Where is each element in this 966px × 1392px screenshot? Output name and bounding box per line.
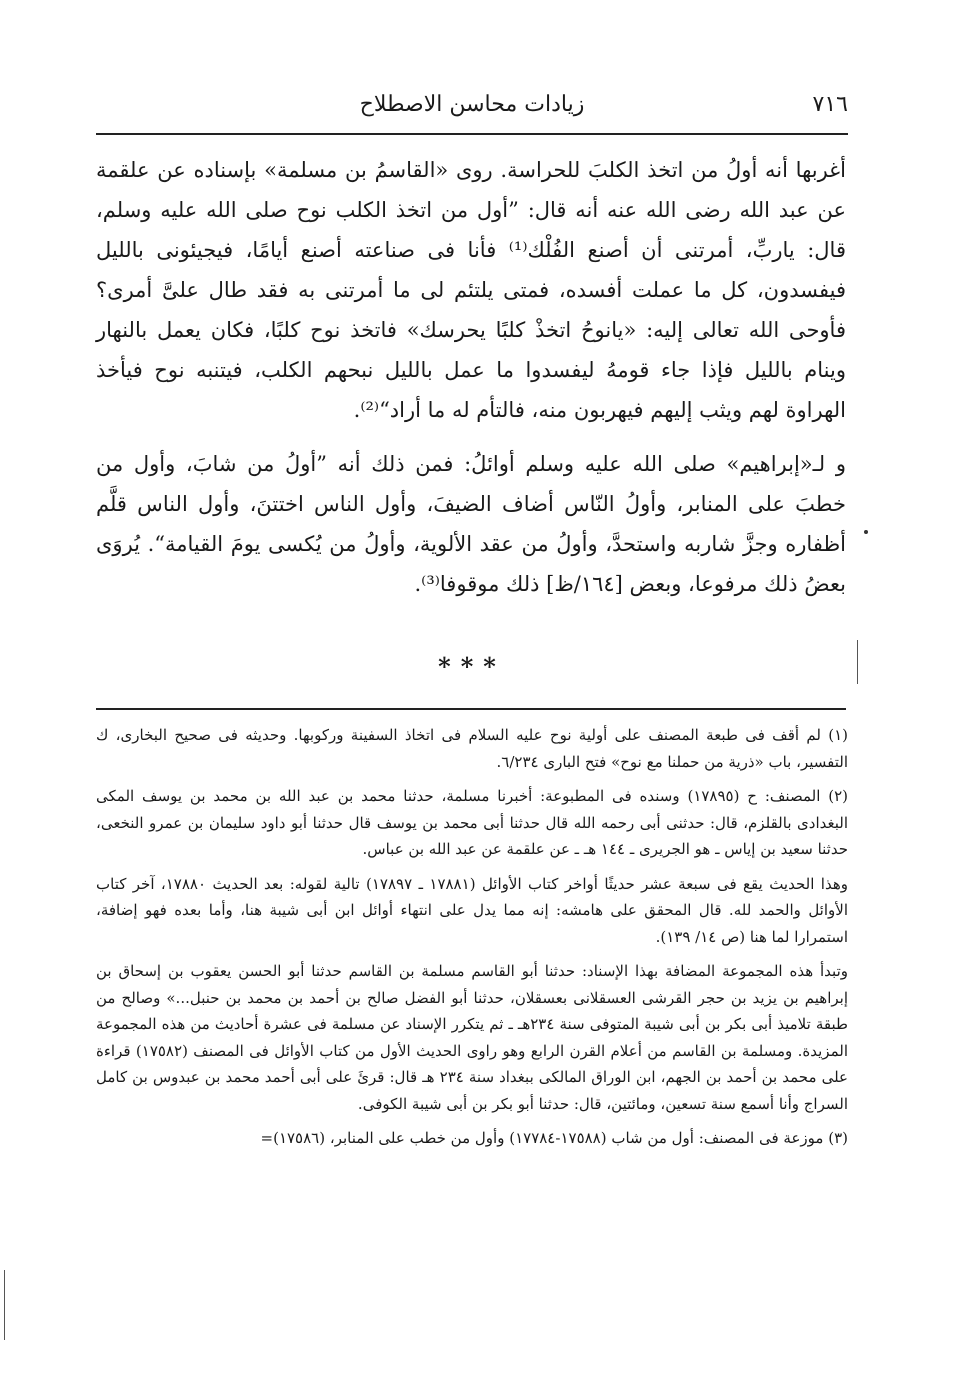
footnote-1: (١) لم أقف فى طبعة المصنف على أولية نوح عليه السلام فى اتخاذ السفينة وركوبها. وحديثه فى صحيح البخارى، ك التفسير، باب «ذرية من حملنا مع نوح» فتح البارى ٦/٢٣٤. [96,726,848,771]
footnote-2: (٢) المصنف: ح (١٧٨٩٥) وسنده فى المطبوعة: أخبرنا مسلمة، حدثنا محمد بن عبد الله بن محمد بن يوسف المكى البغدادى بالقلزم، قال: حدثنى أبى رحمه الله قال حدثنا أبى محمد بن يوسف قال حدثنا أبو داود سليمان بن عمرو النخعى، حدثنا سعيد بن إياس ـ هو الجريرى ـ ١٤٤ هـ ـ عن علقمة عن عبد الله بن عباس. [96,787,848,858]
running-title: زيادات محاسن الاصطلاح [359,92,585,117]
footnote-2-note-b: وتبدأ هذه المجموعة المضافة بهذا الإسناد: حدثنا أبو القاسم مسلمة بن القاسم حدثنا أبو الحسن يعقوب بن إسحاق بن إبراهيم بن يزيد بن حجر القرشى العسقلانى بعسقلان، حدثنا أبو الفضل صالح بن أحمد بن محمد بن حنبل...» وصالح من طبقة تلاميذ أبى بكر بن أبى شيبة المتوفى سنة ٢٣٤هـ ـ ثم يتكرر الإسناد عن مسلمة فى عشرة أحاديث من هذه المجموعة المزيدة. ومسلمة بن القاسم من أعلام القرن الرابع وهو راوى الحديث الأول من كتاب الأوائل فى المصنف (١٧٥٨٢) قراءة على محمد بن أحمد بن الجهم، ابن الوراق المالكى ببغداد سنة ٢٣٤ هـ قال: قرئَ على أبى أحمد محمد بن عبدوس بن كامل السراج وأنا أسمع سنة تسعين، ومائتين، قال: حدثنا أبو بكر بن أبى شيبة الكوفى. [96,962,848,1113]
margin-line-left [4,1270,5,1340]
main-text [96,150,846,604]
section-separator: *** [438,652,506,681]
page-header [96,88,848,132]
page-number: ٧١٦ [812,92,848,117]
footnotes [96,722,848,1160]
header-rule [96,133,848,135]
paragraph-noah: أغربها أنه أولُ من اتخذ الكلبَ للحراسة. روى «القاسمُ بن مسلمة» بإسناده عن علقمة عن عبد الله رضى الله عنه أنه قال: ”أول من اتخذ الكلب نوح صلى الله عليه وسلم، قال: ياربِّ، أمرتنى أن أصنع الفُلْك⁽¹⁾ فأنا فى صناعته أصنع أيامًا، فيجيئونى بالليل فيفسدون، كل ما عملت أفسده، فمتى يلتئم لى ما أمرتنى به فقد طال علىَّ أمرى؟ فأوحى الله تعالى إليه: «يانوحُ اتخذْ كلبًا يحرسك» فاتخذ نوح كلبًا، فكان يعمل بالنهار وينام بالليل فإذا جاء قومهُ ليفسدوا ما عمل بالليل نبحهم الكلب، فيتنبه نوح فيأخذ الهراوة لهم ويثب إليهم فيهربون منه، فالتأم له ما أراد“⁽²⁾. [96,158,846,422]
footnote-3: (٣) موزعة فى المصنف: أول من شاب (١٧٥٨٨-١٧٧٨٤) وأول من خطب على المنابر، (١٧٥٨٦)= [260,1129,848,1147]
margin-dot [864,530,868,534]
paragraph-ibrahim: و لـ«إبراهيم» صلى الله عليه وسلم أوائلُ: فمن ذلك أنه ”أولُ من شابَ، وأول من خطبَ على المنابر، وأولُ النّاس أضاف الضيفَ، وأول الناس اختتنَ، وأول الناس قلَّم أظفاره وجزَّ شاربه واستحدَّ، وأولُ من عقد الألوية، وأولُ من يُكسى يومَ القيامة“. يُروَى بعضُ ذلك مرفوعا، وبعض [١٦٤/ظ] ذلك موقوفا⁽³⁾. [96,452,846,596]
margin-line-right [857,640,858,684]
footnote-rule [96,708,846,710]
footnote-2-note-a: وهذا الحديث يقع فى سبعة عشر حديثًا أواخر كتاب الأوائل (١٧٨٨١ ـ ١٧٨٩٧) تالية لقوله: بعد الحديث ١٧٨٨٠، آخر كتاب الأوائل والحمد لله. قال المحقق على هامشه: إنه مما يدل على انتهاء أوائل ابن أبى شيبة هنا، وأما بعده فهو إضافة، استمرارا لما هنا (ص ١٤/ ١٣٩). [96,874,848,946]
